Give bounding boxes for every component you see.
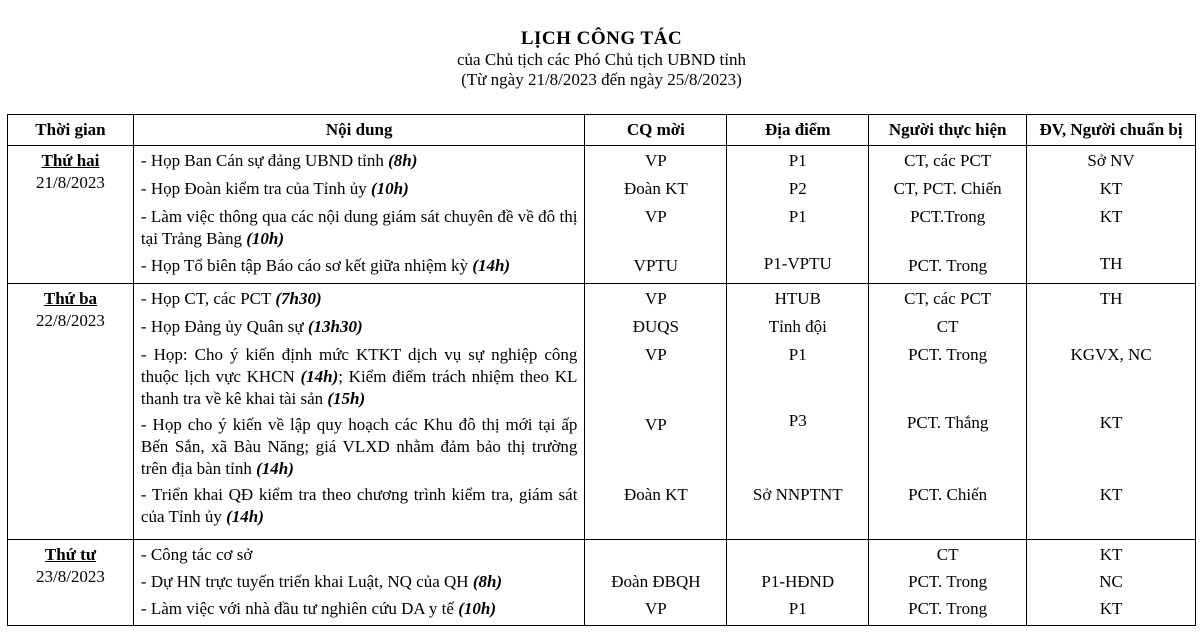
col-header-preparer: ĐV, Người chuẩn bị bbox=[1027, 115, 1196, 146]
list-item: - Họp Đảng ủy Quân sự (13h30) bbox=[140, 317, 363, 336]
inviter-cell: VP ĐUQS VP VP Đoàn KT bbox=[585, 284, 727, 540]
table-row bbox=[8, 540, 1196, 626]
list-item: - Làm việc với nhà đầu tư nghiên cứu DA y tế (10h) bbox=[140, 599, 496, 618]
list-item: - Họp: Cho ý kiến định mức KTKT dịch vụ sự nghiệp công thuộc lịch vực KHCN (14h); Kiểm điểm trách nhiệm theo KL thanh tra về kê khai tài sản (15h) bbox=[140, 345, 578, 408]
document-header bbox=[0, 0, 1203, 90]
schedule-table bbox=[7, 114, 1196, 626]
inviter-cell: VP Đoàn KT VP VPTU bbox=[585, 146, 727, 284]
list-item: - Triển khai QĐ kiểm tra theo chương trình kiểm tra, giám sát của Tỉnh ủy (14h) bbox=[140, 485, 578, 526]
day-name: Thứ ba bbox=[43, 289, 98, 308]
date-range: (Từ ngày 21/8/2023 đến ngày 25/8/2023) bbox=[461, 70, 742, 89]
content-cell bbox=[133, 146, 585, 284]
col-header-content: Nội dung bbox=[133, 115, 585, 146]
col-header-inviter: CQ mời bbox=[585, 115, 727, 146]
list-item: - Công tác cơ sở bbox=[140, 545, 253, 564]
list-item: - Làm việc thông qua các nội dung giám sát chuyên đề về đô thị tại Trảng Bàng (10h) bbox=[140, 207, 578, 248]
list-item: - Họp Đoàn kiểm tra của Tỉnh ủy (10h) bbox=[140, 179, 409, 198]
location-cell: P1-HĐND P1 bbox=[727, 540, 869, 626]
col-header-location: Địa điểm bbox=[727, 115, 869, 146]
table-header-row bbox=[8, 115, 1196, 146]
day-name: Thứ tư bbox=[44, 545, 97, 564]
day-cell bbox=[8, 146, 134, 284]
executor-cell: CT, các PCT CT PCT. Trong PCT. Thắng PCT. Chiến bbox=[869, 284, 1027, 540]
table-row bbox=[8, 146, 1196, 284]
list-item: - Họp Ban Cán sự đảng UBND tỉnh (8h) bbox=[140, 151, 418, 170]
preparer-cell: KT NC KT bbox=[1027, 540, 1196, 626]
content-cell bbox=[133, 540, 585, 626]
day-date: 23/8/2023 bbox=[35, 567, 105, 586]
day-cell bbox=[8, 540, 134, 626]
executor-cell: CT, các PCT CT, PCT. Chiến PCT.Trong PCT. Trong bbox=[869, 146, 1027, 284]
col-header-time: Thời gian bbox=[8, 115, 134, 146]
day-name: Thứ hai bbox=[41, 151, 100, 170]
executor-cell: CT PCT. Trong PCT. Trong bbox=[869, 540, 1027, 626]
preparer-cell: TH KGVX, NC KT KT bbox=[1027, 284, 1196, 540]
location-cell: P1 P2 P1 P1-VPTU bbox=[727, 146, 869, 284]
list-item: - Họp Tổ biên tập Báo cáo sơ kết giữa nhiệm kỳ (14h) bbox=[140, 256, 511, 275]
list-item: - Dự HN trực tuyến triển khai Luật, NQ của QH (8h) bbox=[140, 572, 503, 591]
preparer-cell: Sở NV KT KT TH bbox=[1027, 146, 1196, 284]
document-subtitle: của Chủ tịch các Phó Chủ tịch UBND tỉnh bbox=[457, 50, 746, 69]
day-cell bbox=[8, 284, 134, 540]
list-item: - Họp CT, các PCT (7h30) bbox=[140, 289, 322, 308]
day-date: 21/8/2023 bbox=[35, 173, 105, 192]
list-item: - Họp cho ý kiến về lập quy hoạch các Khu đô thị mới tại ấp Bến Sắn, xã Bàu Năng; giá VLXD nhằm đảm bảo thị trường trên địa bàn tỉnh (14h) bbox=[140, 415, 578, 478]
table-row bbox=[8, 284, 1196, 540]
document-title: LỊCH CÔNG TÁC bbox=[520, 28, 683, 49]
content-cell bbox=[133, 284, 585, 540]
col-header-executor: Người thực hiện bbox=[869, 115, 1027, 146]
location-cell: HTUB Tỉnh đội P1 P3 Sở NNPTNT bbox=[727, 284, 869, 540]
inviter-cell: Đoàn ĐBQH VP bbox=[585, 540, 727, 626]
day-date: 22/8/2023 bbox=[35, 311, 105, 330]
